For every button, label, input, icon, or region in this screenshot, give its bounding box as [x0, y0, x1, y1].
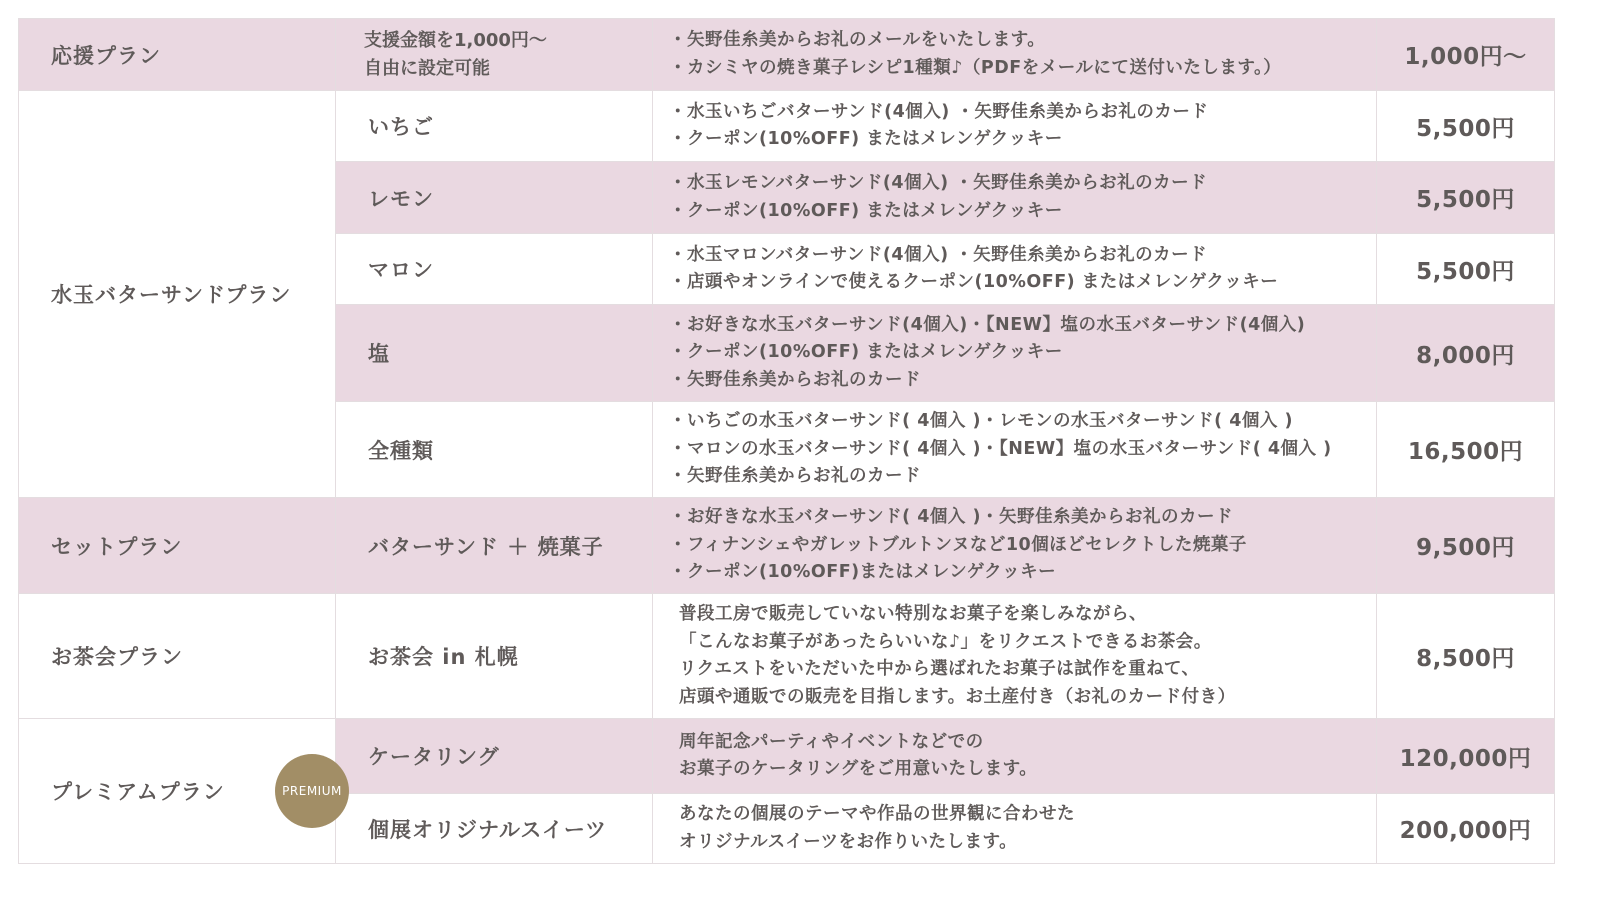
plan-name-tea-party: お茶会プラン [19, 594, 336, 719]
desc-line: ・クーポン(10%OFF) またはメレンゲクッキー [669, 342, 1063, 363]
plan-name-butter-sand: 水玉バターサンドプラン [19, 91, 336, 498]
plan-name-set: セットプラン [19, 498, 336, 594]
plan-name-support: 応援プラン [19, 19, 336, 91]
tea-party-price: 8,500円 [1377, 594, 1555, 719]
support-item-line: 自由に設定可能 [364, 57, 490, 79]
desc-line: ・クーポン(10%OFF) またはメレンゲクッキー [669, 200, 1063, 221]
desc-line: ・マロンの水玉バターサンド( 4個入 )・【NEW】塩の水玉バターサンド( 4個入 ) [669, 438, 1332, 459]
desc-line: 店頭や通販での販売を目指します。お土産付き（お礼のカード付き） [679, 686, 1236, 707]
marron-desc-cell [653, 234, 1377, 305]
item-name-exhibition-sweets: 個展オリジナルスイーツ [336, 794, 653, 864]
desc-line: ・いちごの水玉バターサンド( 4個入 )・レモンの水玉バターサンド( 4個入 ) [669, 411, 1293, 432]
premium-badge: PREMIUM [275, 754, 349, 828]
support-item-cell [336, 19, 653, 91]
desc-line: リクエストをいただいた中から選ばれたお菓子は試作を重ねて、 [679, 659, 1200, 679]
table-row [19, 91, 1555, 162]
item-name-salt: 塩 [336, 305, 653, 402]
desc-line: ・水玉いちごバターサンド(4個入) ・矢野佳糸美からお礼のカード [669, 101, 1209, 122]
item-name-strawberry: いちご [336, 91, 653, 162]
item-name-set: バターサンド ＋ 焼菓子 [336, 498, 653, 594]
salt-price: 8,000円 [1377, 305, 1555, 402]
lemon-desc-cell [653, 162, 1377, 234]
desc-line: ・カシミヤの焼き菓子レシピ1種類♪（PDFをメールにて送付いたします。） [669, 57, 1282, 78]
plan-table [18, 18, 1555, 864]
table-row [19, 594, 1555, 719]
desc-line: 普段工房で販売していない特別なお菓子を楽しみながら、 [679, 604, 1147, 624]
item-name-marron: マロン [336, 234, 653, 305]
item-name-all-types: 全種類 [336, 402, 653, 498]
catering-price: 120,000円 [1377, 719, 1555, 794]
item-name-catering: ケータリング [336, 719, 653, 794]
desc-line: ・矢野佳糸美からお礼のカード [669, 369, 921, 390]
marron-price: 5,500円 [1377, 234, 1555, 305]
set-desc-cell [653, 498, 1377, 594]
desc-line: ・店頭やオンラインで使えるクーポン(10%OFF) またはメレンゲクッキー [669, 272, 1279, 292]
desc-line: ・水玉マロンバターサンド(4個入) ・矢野佳糸美からお礼のカード [669, 244, 1208, 265]
support-price: 1,000円〜 [1377, 19, 1555, 91]
desc-line: ・フィナンシェやガレットブルトンヌなど10個ほどセレクトした焼菓子 [669, 534, 1247, 555]
exhibition-sweets-price: 200,000円 [1377, 794, 1555, 864]
support-desc-cell [653, 19, 1377, 91]
desc-line: ・お好きな水玉バターサンド(4個入)・【NEW】塩の水玉バターサンド(4個入) [669, 314, 1306, 335]
catering-desc-cell [653, 719, 1377, 794]
table-row [19, 19, 1555, 91]
desc-line: ・水玉レモンバターサンド(4個入) ・矢野佳糸美からお礼のカード [669, 173, 1208, 193]
all-types-price: 16,500円 [1377, 402, 1555, 498]
desc-line: あなたの個展のテーマや作品の世界観に合わせた [679, 804, 1075, 824]
item-name-lemon: レモン [336, 162, 653, 234]
salt-desc-cell [653, 305, 1377, 402]
desc-line: ・クーポン(10%OFF)またはメレンゲクッキー [669, 562, 1057, 583]
support-item-line: 支援金額を1,000円〜 [364, 29, 547, 51]
desc-line: お菓子のケータリングをご用意いたします。 [679, 759, 1038, 779]
desc-line: オリジナルスイーツをお作りいたします。 [679, 831, 1018, 852]
desc-line: ・矢野佳糸美からお礼のメールをいたします。 [669, 30, 1046, 50]
table-row [19, 719, 1555, 794]
desc-line: 「こんなお菓子があったらいいな♪」をリクエストできるお茶会。 [679, 631, 1212, 652]
plan-name-premium-cell [19, 719, 342, 864]
item-name-tea-party: お茶会 in 札幌 [336, 594, 653, 719]
plan-name-premium: プレミアムプラン [51, 780, 225, 804]
desc-line: ・クーポン(10%OFF) またはメレンゲクッキー [669, 129, 1063, 149]
table-row [19, 498, 1555, 594]
tea-party-desc-cell [653, 594, 1377, 719]
set-price: 9,500円 [1377, 498, 1555, 594]
desc-line: 周年記念パーティやイベントなどでの [679, 731, 984, 752]
desc-line: ・矢野佳糸美からお礼のカード [669, 466, 921, 487]
strawberry-price: 5,500円 [1377, 91, 1555, 162]
premium-plan-wrap [51, 719, 342, 863]
strawberry-desc-cell [653, 91, 1377, 162]
all-types-desc-cell [653, 402, 1377, 498]
exhibition-sweets-desc-cell [653, 794, 1377, 864]
lemon-price: 5,500円 [1377, 162, 1555, 234]
desc-line: ・お好きな水玉バターサンド( 4個入 )・矢野佳糸美からお礼のカード [669, 507, 1233, 528]
